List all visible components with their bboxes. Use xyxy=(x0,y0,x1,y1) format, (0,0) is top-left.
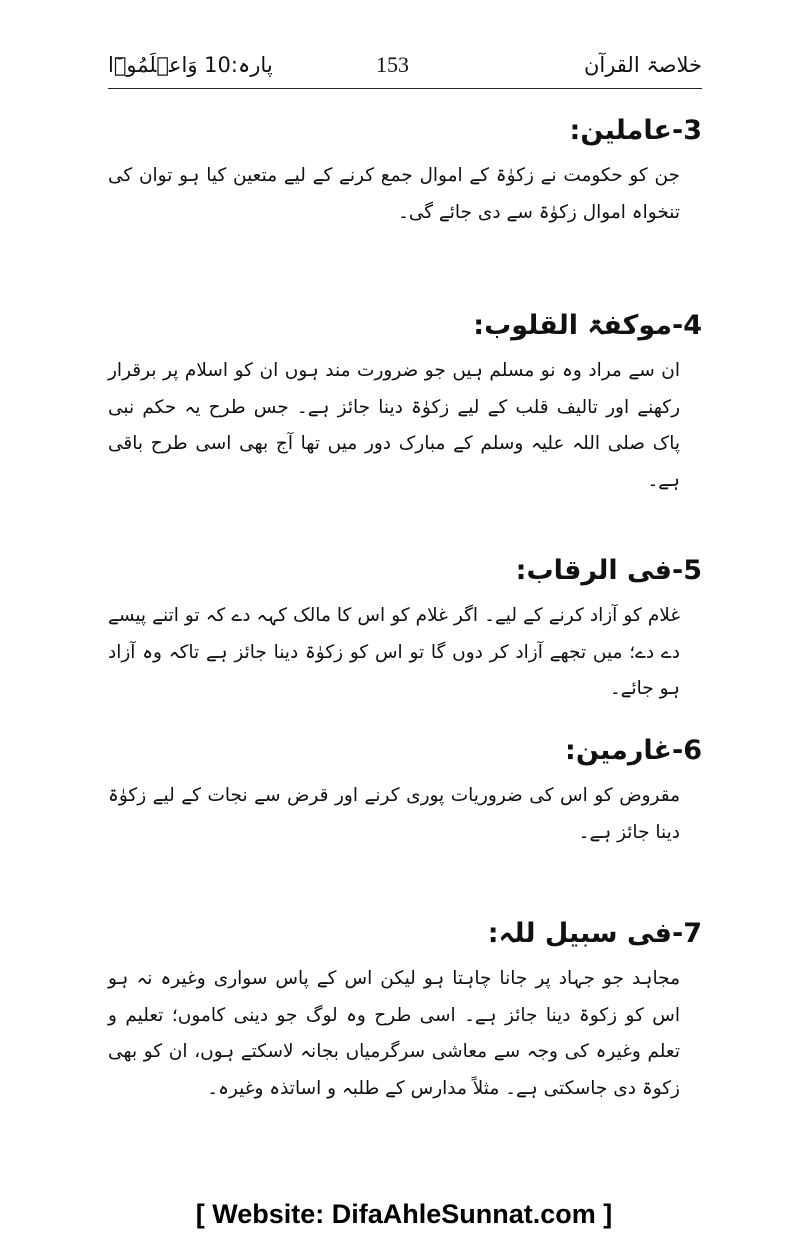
section-muallafa xyxy=(108,303,702,499)
section-fi-sabilillah xyxy=(108,911,702,1107)
website-footer: [ Website: DifaAhleSunnat.com ] xyxy=(195,1199,613,1229)
section-paragraph: غلام کو آزاد کرنے کے لیے۔ اگر غلام کو اس کا مالک کہہ دے کہ تو اتنے پیسے دے دے؛ میں تجھے آزاد کر دوں گا تو اس کو زکوٰۃ دینا جائز ہے تاکہ وہ آزاد ہو جائے۔ xyxy=(108,605,680,699)
section-gharimeen xyxy=(108,728,702,851)
page-number: 153 xyxy=(376,52,409,77)
section-heading: 6-غارمین: xyxy=(565,735,702,766)
book-title: خلاصۃ القرآن xyxy=(583,53,702,77)
section-heading: 7-فی سبیل للہ: xyxy=(487,918,702,949)
section-paragraph: مقروض کو اس کی ضروریات پوری کرنے اور قرض سے نجات کے لیے زکوٰۃ دینا جائز ہے۔ xyxy=(108,785,680,843)
section-paragraph: ان سے مراد وہ نو مسلم ہیں جو ضرورت مند ہوں ان کو اسلام پر برقرار رکھنے اور تالیف قلب کے لیے زکوٰۃ دینا جائز ہے۔ جس طرح یہ حکم نبی پاک صلی اللہ علیہ وسلم کے مبارک دور میں تھا آج بھی اسی طرح باقی ہے۔ xyxy=(108,360,680,491)
section-paragraph: جن کو حکومت نے زکوٰۃ کے اموال جمع کرنے کے لیے متعین کیا ہو توان کی تنخواہ اموال زکوٰۃ سے دی جائے گی۔ xyxy=(108,165,680,223)
section-paragraph: مجاہد جو جہاد پر جانا چاہتا ہو لیکن اس کے پاس سواری وغیرہ نہ ہو اس کو زکوۃ دینا جائز ہے۔ اسی طرح وہ لوگ جو دینی کاموں؛ تعلیم و تعلم وغیرہ کی وجہ سے معاشی سرگرمیاں بجانہ لاسکتے ہوں، ان کو بھی زکوۃ دی جاسکتی ہے۔ مثلاً مدارس کے طلبہ و اساتذہ وغیرہ۔ xyxy=(108,968,680,1099)
section-amileen xyxy=(108,108,702,231)
section-fir-riqab xyxy=(108,548,702,708)
section-heading: 4-موکفۃ القلوب: xyxy=(473,310,702,341)
section-heading: 3-عاملین: xyxy=(569,115,702,146)
header-divider xyxy=(108,88,702,89)
para-label: پارہ:10 وَاعۡلَمُوۡٓا xyxy=(108,53,273,77)
page-header xyxy=(108,48,702,84)
section-heading: 5-فی الرقاب: xyxy=(515,555,702,586)
